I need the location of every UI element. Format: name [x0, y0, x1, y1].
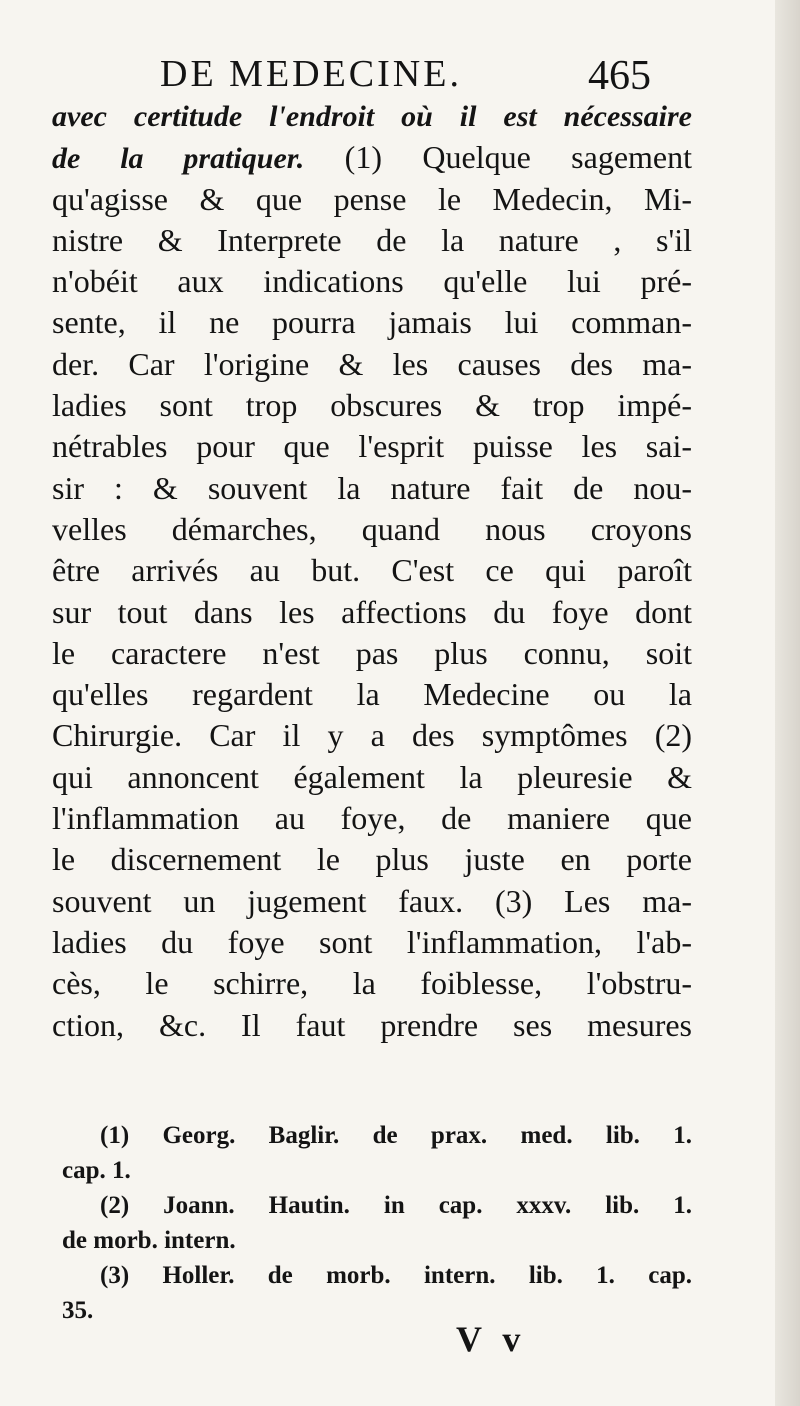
body-lines [52, 179, 692, 1046]
body-line [52, 137, 692, 178]
body-line: velles démarches, quand nous croyons [52, 510, 692, 547]
body-line: qu'elles regardent la Medecine ou la [52, 676, 692, 713]
body-line: ction, &c. Il faut prendre ses mesures [52, 1006, 692, 1043]
footnote-line: (1) Georg. Baglir. de prax. med. lib. 1. [100, 1122, 692, 1149]
running-head [0, 52, 800, 102]
body-line: être arrivés au but. C'est ce qui paroît [52, 552, 692, 589]
body-line: avec certitude l'endroit où il est nécessaire [52, 100, 692, 133]
body-line: cès, le schirre, la foiblesse, l'obstru- [52, 965, 692, 1002]
body-line: l'inflammation au foye, de maniere que [52, 800, 692, 837]
body-line-rest: (1) Quelque sagement [304, 139, 693, 176]
running-title: DE MEDECINE. [160, 53, 462, 95]
page-number: 465 [588, 53, 651, 99]
page-edge [775, 0, 800, 1406]
footnote-line: cap. 1. [62, 1157, 131, 1184]
body-line: sur tout dans les affections du foye dont [52, 593, 692, 630]
body-line: nistre & Interprete de la nature , s'il [52, 221, 692, 258]
body-italic-phrase: de la pratiquer. [52, 142, 305, 176]
body-line: le discernement le plus juste en porte [52, 841, 692, 878]
body-line: nétrables pour que l'esprit puisse les sai- [52, 428, 692, 465]
footnotes [62, 1118, 692, 1328]
footnote-line: (3) Holler. de morb. intern. lib. 1. cap. [100, 1262, 692, 1289]
body-line: qu'agisse & que pense le Medecin, Mi- [52, 180, 692, 217]
body-line: sir : & souvent la nature fait de nou- [52, 469, 692, 506]
body-line: souvent un jugement faux. (3) Les ma- [52, 882, 692, 919]
body-line: ladies du foye sont l'inflammation, l'ab- [52, 923, 692, 960]
body-line: n'obéit aux indications qu'elle lui pré- [52, 263, 692, 300]
footnote-line: 35. [62, 1297, 94, 1324]
body-text [52, 96, 692, 1046]
body-line: sente, il ne pourra jamais lui comman- [52, 304, 692, 341]
body-line: ladies sont trop obscures & trop impé- [52, 387, 692, 424]
body-line: Chirurgie. Car il y a des symptômes (2) [52, 717, 692, 754]
footnote-line: de morb. intern. [62, 1227, 236, 1254]
body-line: qui annoncent également la pleuresie & [52, 758, 692, 795]
body-line: le caractere n'est pas plus connu, soit [52, 634, 692, 671]
body-line: der. Car l'origine & les causes des ma- [52, 345, 692, 382]
signature-mark: V v [456, 1319, 527, 1359]
footnote-line: (2) Joann. Hautin. in cap. xxxv. lib. 1. [100, 1192, 692, 1219]
